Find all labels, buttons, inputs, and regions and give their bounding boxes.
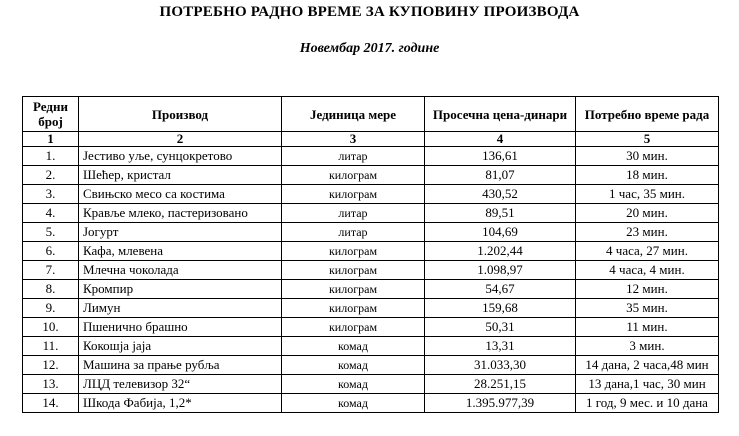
cell-product: Шећер, кристал [79,166,282,185]
cell-ordinal: 10. [23,318,79,337]
cell-unit: комад [282,375,425,394]
cell-unit: килограм [282,185,425,204]
column-number: 1 [23,132,79,147]
cell-unit: комад [282,356,425,375]
cell-work-time: 23 мин. [576,223,719,242]
cell-work-time: 30 мин. [576,147,719,166]
cell-avg-price: 81,07 [425,166,576,185]
cell-unit: килограм [282,261,425,280]
cell-ordinal: 6. [23,242,79,261]
column-number: 3 [282,132,425,147]
table-row [23,204,719,223]
cell-unit: килограм [282,299,425,318]
table-row [23,185,719,204]
header-cell-work-time: Потребно време рада [576,97,719,132]
cell-ordinal: 11. [23,337,79,356]
cell-work-time: 3 мин. [576,337,719,356]
cell-avg-price: 50,31 [425,318,576,337]
cell-avg-price: 104,69 [425,223,576,242]
header-cell-ordinal: Редни број [23,97,79,132]
header-cell-unit: Јединица мере [282,97,425,132]
cell-work-time: 11 мин. [576,318,719,337]
document-subtitle: Новембар 2017. године [299,41,440,56]
header-row [23,97,719,132]
cell-product: Кафа, млевена [79,242,282,261]
table-row [23,337,719,356]
cell-unit: комад [282,337,425,356]
cell-product: Млечна чоколада [79,261,282,280]
cell-avg-price: 1.202,44 [425,242,576,261]
cell-avg-price: 1.098,97 [425,261,576,280]
cell-unit: комад [282,394,425,413]
cell-product: Лимун [79,299,282,318]
cell-unit: литар [282,204,425,223]
cell-ordinal: 9. [23,299,79,318]
cell-ordinal: 14. [23,394,79,413]
cell-work-time: 14 дана, 2 часа,48 мин [576,356,719,375]
cell-ordinal: 2. [23,166,79,185]
cell-unit: килограм [282,318,425,337]
cell-product: Кокошја јаја [79,337,282,356]
cell-ordinal: 13. [23,375,79,394]
cell-product: Јогурт [79,223,282,242]
cell-product: Пшенично брашно [79,318,282,337]
cell-ordinal: 7. [23,261,79,280]
column-number: 2 [79,132,282,147]
cell-product: Крављe млеко, пастеризовано [79,204,282,223]
table-row [23,394,719,413]
cell-avg-price: 28.251,15 [425,375,576,394]
cell-avg-price: 136,61 [425,147,576,166]
header-cell-product: Производ [79,97,282,132]
cell-avg-price: 54,67 [425,280,576,299]
cell-product: ЛЦД телевизор 32“ [79,375,282,394]
cell-avg-price: 31.033,30 [425,356,576,375]
cell-work-time: 18 мин. [576,166,719,185]
cell-product: Свињско месо са костима [79,185,282,204]
table-row [23,375,719,394]
cell-avg-price: 1.395.977,39 [425,394,576,413]
column-number: 5 [576,132,719,147]
cell-unit: килограм [282,242,425,261]
cell-work-time: 13 дана,1 час, 30 мин [576,375,719,394]
table-row [23,147,719,166]
cell-avg-price: 159,68 [425,299,576,318]
table-row [23,280,719,299]
cell-avg-price: 430,52 [425,185,576,204]
header-cell-avg-price: Просечна цена-динари [425,97,576,132]
products-table [22,96,719,413]
cell-work-time: 20 мин. [576,204,719,223]
cell-unit: литар [282,147,425,166]
table-row [23,223,719,242]
table-row [23,356,719,375]
cell-unit: килограм [282,166,425,185]
cell-product: Машина за прање рубља [79,356,282,375]
cell-work-time: 4 часа, 4 мин. [576,261,719,280]
cell-product: Шкода Фабија, 1,2* [79,394,282,413]
cell-work-time: 4 часа, 27 мин. [576,242,719,261]
cell-product: Кромпир [79,280,282,299]
cell-avg-price: 89,51 [425,204,576,223]
cell-ordinal: 3. [23,185,79,204]
table-row [23,318,719,337]
cell-work-time: 35 мин. [576,299,719,318]
column-number: 4 [425,132,576,147]
cell-ordinal: 4. [23,204,79,223]
cell-work-time: 1 год, 9 мес. и 10 дана [576,394,719,413]
cell-ordinal: 8. [23,280,79,299]
cell-work-time: 12 мин. [576,280,719,299]
cell-avg-price: 13,31 [425,337,576,356]
table-row [23,299,719,318]
table-row [23,261,719,280]
cell-unit: литар [282,223,425,242]
table-row [23,242,719,261]
table-body [23,147,719,413]
cell-ordinal: 5. [23,223,79,242]
cell-ordinal: 12. [23,356,79,375]
cell-product: Јестиво уље, сунцокретово [79,147,282,166]
cell-work-time: 1 час, 35 мин. [576,185,719,204]
cell-unit: килограм [282,280,425,299]
column-number-row [23,132,719,147]
document-title: ПОТРЕБНО РАДНО ВРЕМЕ ЗА КУПОВИНУ ПРОИЗВОДА [159,4,580,20]
cell-ordinal: 1. [23,147,79,166]
table-row [23,166,719,185]
